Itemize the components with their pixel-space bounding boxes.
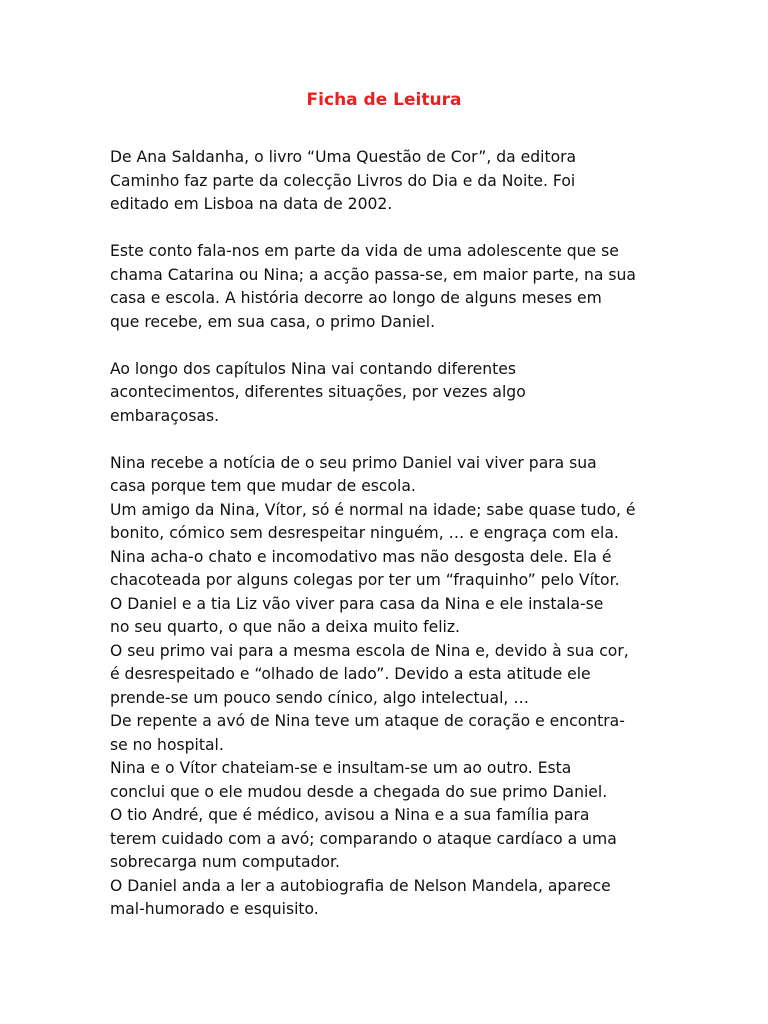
text-line: é desrespeitado e “olhado de lado”. Devido a esta atitude ele bbox=[110, 665, 591, 683]
text-line: De repente a avó de Nina teve um ataque de coração e encontra- bbox=[110, 712, 625, 730]
text-line: chama Catarina ou Nina; a acção passa-se, em maior parte, na sua bbox=[110, 265, 636, 284]
text-line: no seu quarto, o que não a deixa muito feliz. bbox=[110, 618, 461, 636]
text-line: Este conto fala-nos em parte da vida de uma adolescente que se bbox=[110, 242, 619, 260]
text-line: acontecimentos, diferentes situações, por vezes algo bbox=[110, 383, 526, 401]
text-line: sobrecarga num computador. bbox=[110, 853, 340, 871]
document-body bbox=[110, 146, 670, 922]
text-line: chacoteada por alguns colegas por ter um “fraquinho” pelo Vítor. bbox=[110, 571, 620, 589]
text-line: prende-se um pouco sendo cínico, algo intelectual, … bbox=[110, 688, 529, 707]
text-line: terem cuidado com a avó; comparando o ataque cardíaco a uma bbox=[110, 829, 617, 848]
text-line: embaraçosas. bbox=[110, 406, 220, 425]
paragraph bbox=[110, 358, 670, 429]
text-line: bonito, cómico sem desrespeitar ninguém, … e engraça com ela. bbox=[110, 524, 619, 542]
text-line: O tio André, que é médico, avisou a Nina e a sua família para bbox=[110, 806, 590, 824]
text-line: que recebe, em sua casa, o primo Daniel. bbox=[110, 312, 436, 331]
text-line: Um amigo da Nina, Vítor, só é normal na idade; sabe quase tudo, é bbox=[110, 500, 636, 519]
text-line: O seu primo vai para a mesma escola de Nina e, devido à sua cor, bbox=[110, 641, 629, 660]
text-line: casa e escola. A história decorre ao longo de alguns meses em bbox=[110, 289, 602, 307]
text-line: Ao longo dos capítulos Nina vai contando diferentes bbox=[110, 359, 516, 378]
text-line: conclui que o ele mudou desde a chegada do sue primo Daniel. bbox=[110, 782, 608, 801]
text-line: O Daniel anda a ler a autobiografia de Nelson Mandela, aparece bbox=[110, 876, 611, 895]
text-line: se no hospital. bbox=[110, 735, 224, 754]
text-line: mal-humorado e esquisito. bbox=[110, 900, 319, 918]
text-line: editado em Lisboa na data de 2002. bbox=[110, 195, 393, 213]
text-line: Nina recebe a notícia de o seu primo Daniel vai viver para sua bbox=[110, 453, 597, 472]
paragraph bbox=[110, 240, 670, 334]
paragraph bbox=[110, 452, 670, 922]
text-line: O Daniel e a tia Liz vão viver para casa da Nina e ele instala-se bbox=[110, 594, 604, 613]
text-line: De Ana Saldanha, o livro “Uma Questão de Cor”, da editora bbox=[110, 148, 577, 166]
text-line: Caminho faz parte da colecção Livros do Dia e da Noite. Foi bbox=[110, 171, 576, 190]
text-line: Nina e o Vítor chateiam-se e insultam-se um ao outro. Esta bbox=[110, 759, 572, 777]
document-title: Ficha de Leitura bbox=[306, 90, 462, 110]
text-line: casa porque tem que mudar de escola. bbox=[110, 477, 416, 495]
paragraph bbox=[110, 146, 670, 217]
text-line: Nina acha-o chato e incomodativo mas não desgosta dele. Ela é bbox=[110, 547, 612, 566]
